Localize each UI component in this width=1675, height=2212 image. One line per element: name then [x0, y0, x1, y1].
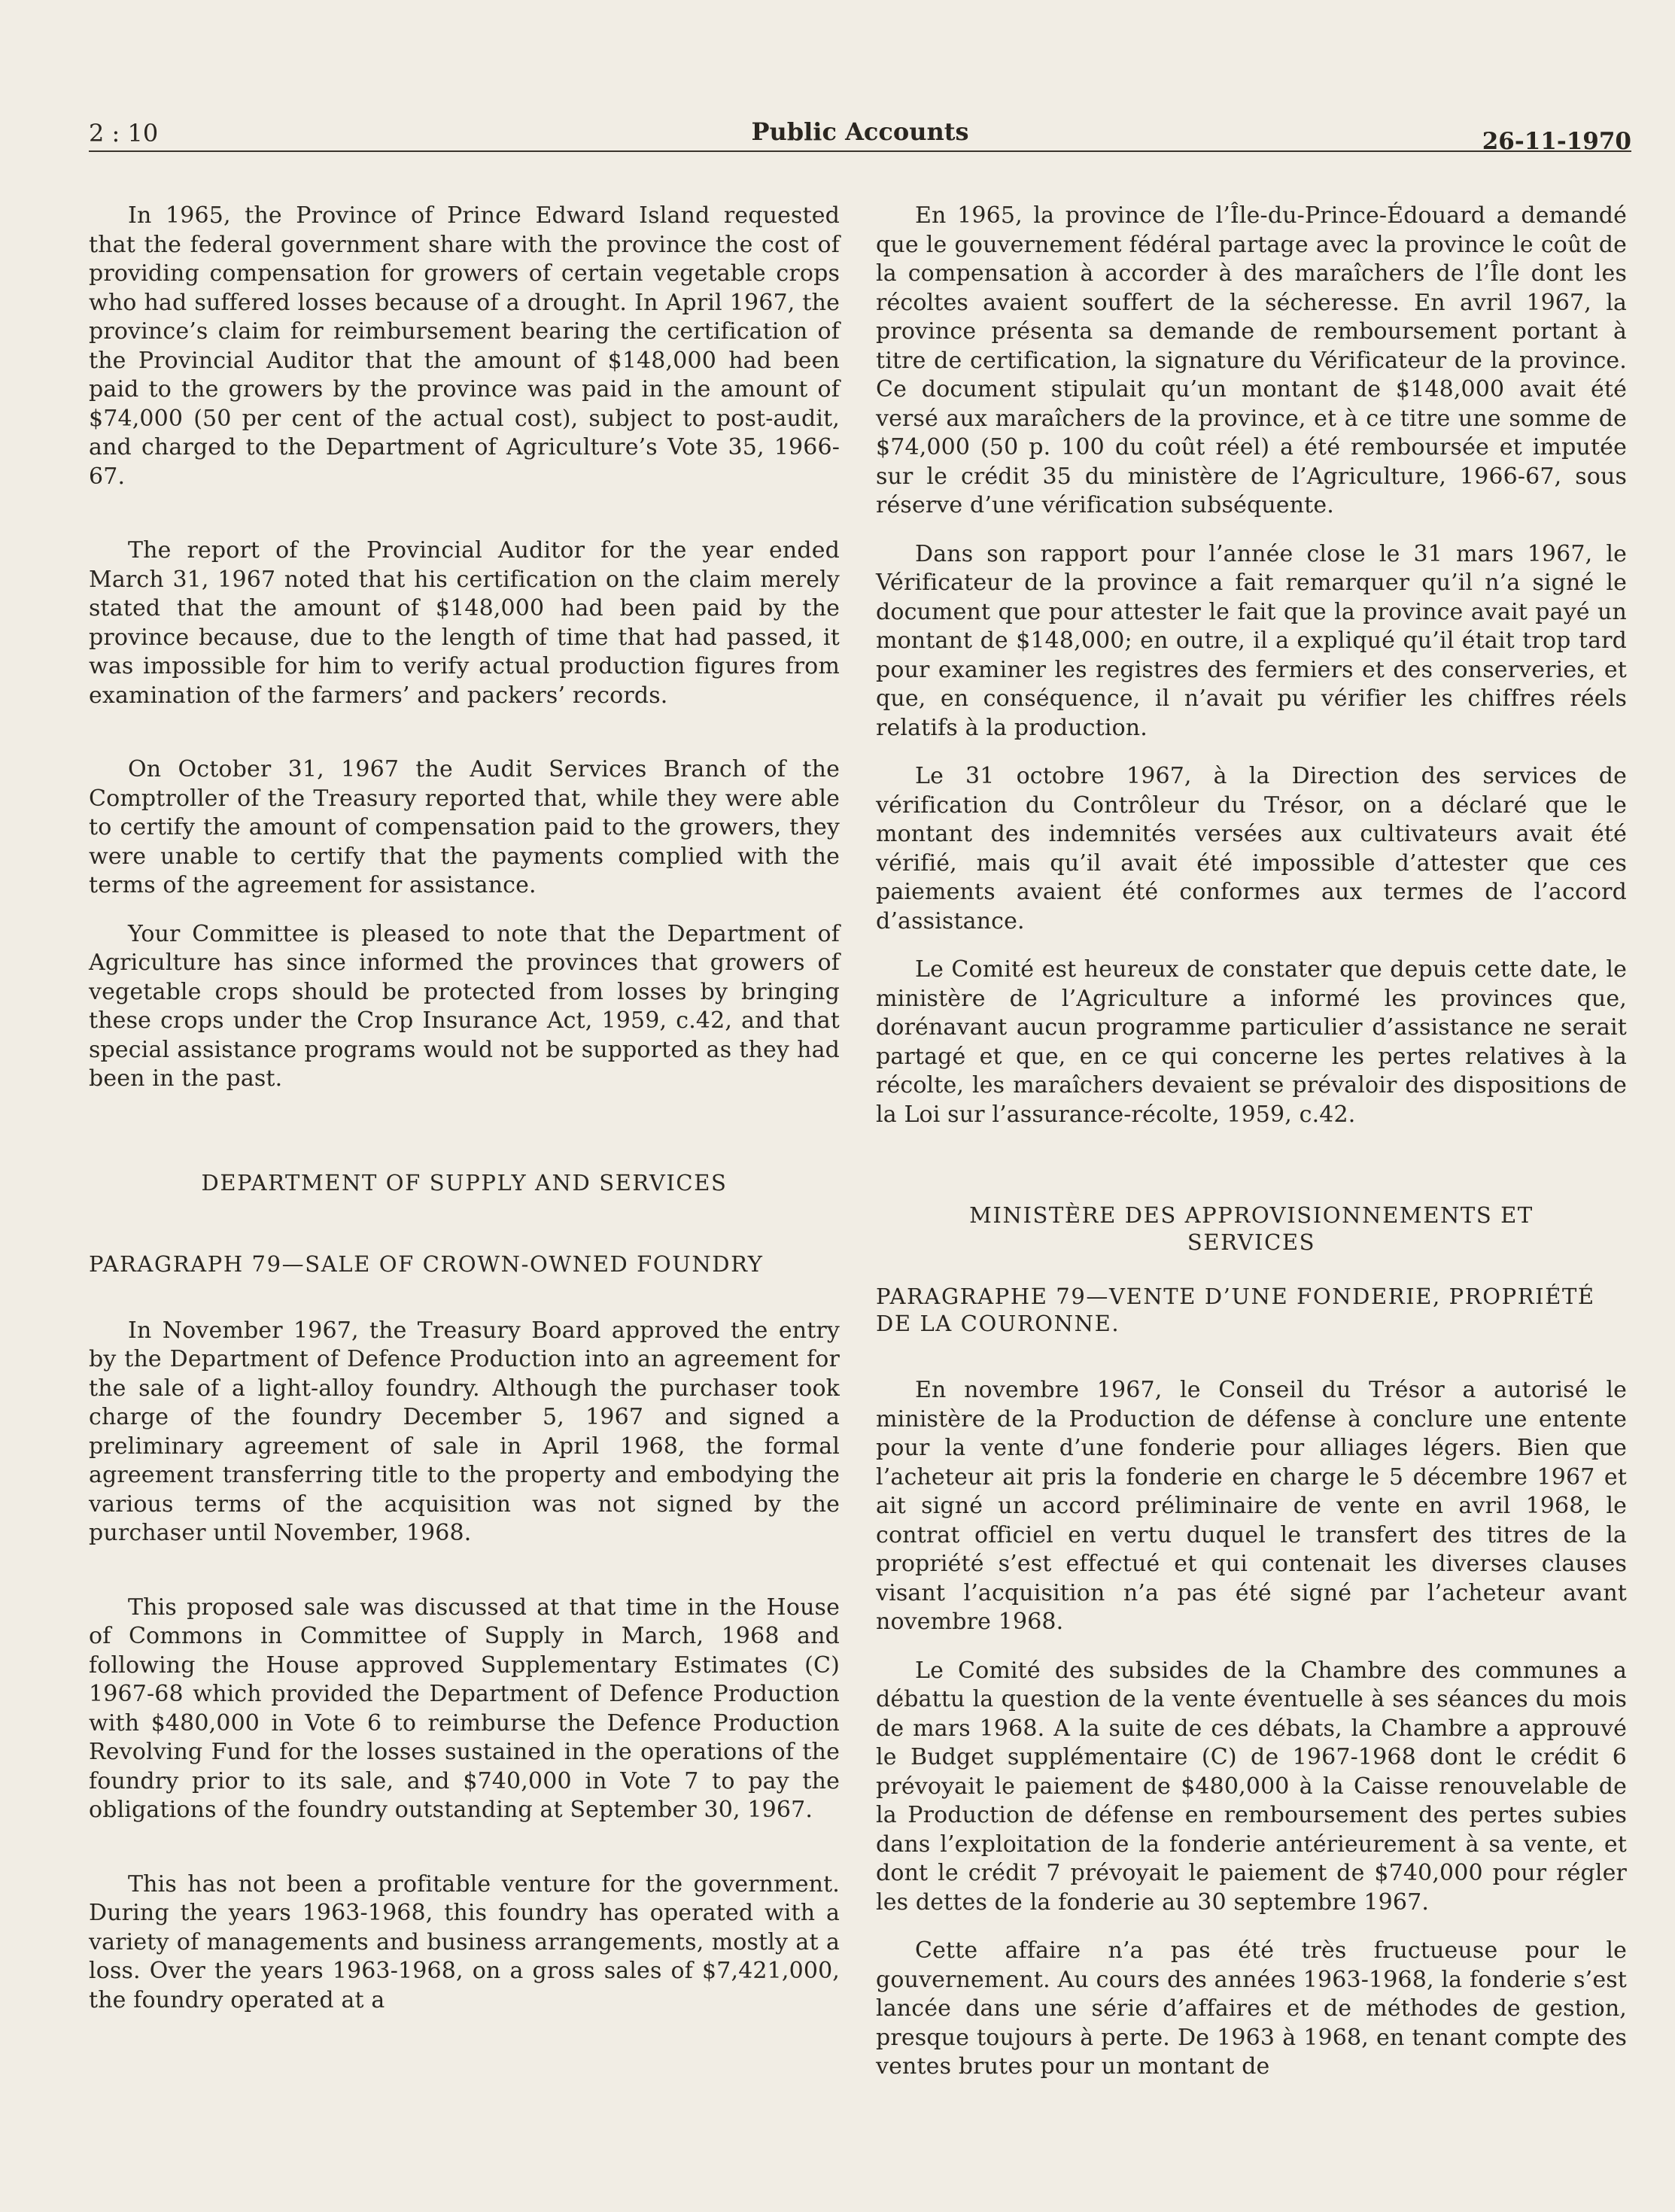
section-heading: MINISTÈRE DES APPROVISIONNEMENTS ET SERVICES	[969, 1202, 1534, 1255]
body-paragraph: In November 1967, the Treasury Board approved the entry by the Department of Defence Production into an agreement for the sale of a light-alloy foundry. Although the purchaser took charge of the foundry December 5, 1967 and signed a preliminary agreement of sale in April 1968, the formal agreement transferring title to the property and embodying the various terms of the acquisition was not signed by the purchaser until November, 1968.	[89, 1317, 840, 1546]
body-paragraph: Le Comité des subsides de la Chambre des communes a débattu la question de la vente éventuelle à ses séances du mois de mars 1968. A la suite de ces débats, la Chambre a approuvé le Budget supplémentaire (C) de 1967-1968 dont le crédit 6 prévoyait le paiement de $480,000 à la Caisse renouvelable de la Production de défense en remboursement des pertes subies dans l’exploitation de la fonderie antérieurement à sa vente, et dont le crédit 7 prévoyait le paiement de $740,000 pour régler les dettes de la fonderie au 30 septembre 1967.	[876, 1657, 1627, 1916]
page-header	[89, 113, 1631, 155]
running-title: Public Accounts	[751, 117, 969, 146]
body-paragraph: En novembre 1967, le Conseil du Trésor a autorisé le ministère de la Production de défense à conclure une entente pour la vente d’une fonderie pour alliages légers. Bien que l’acheteur ait pris la fonderie en charge le 5 décembre 1967 et ait signé un accord préliminaire de vente en avril 1968, le contrat officiel en vertu duquel le transfert des titres de la propriété s’est effectué et qui contenait les diverses clauses visant l’acquisition n’a pas été signé par l’acheteur avant novembre 1968.	[876, 1377, 1627, 1635]
header-date: 26-11-1970	[1482, 128, 1631, 155]
body-paragraph: Le 31 octobre 1967, à la Direction des services de vérification du Contrôleur du Trésor, on a déclaré que le montant des indemnités versées aux cultivateurs avait été vérifié, mais qu’il avait été impossible d’attester que ces paiements avaient été conformes aux termes de l’accord d’assistance.	[876, 763, 1627, 934]
body-paragraph: In 1965, the Province of Prince Edward Island requested that the federal government share with the province the cost of providing compensation for growers of certain vegetable crops who had suffered losses because of a drought. In April 1967, the province’s claim for reimbursement bearing the certification of the Provincial Auditor that the amount of $148,000 had been paid to the growers by the province was paid in the amount of $74,000 (50 per cent of the actual cost), subject to post-audit, and charged to the Department of Agriculture’s Vote 35, 1966-67.	[89, 202, 840, 490]
body-paragraph: This has not been a profitable venture for the government. During the years 1963-1968, this foundry has operated with a variety of managements and business arrangements, mostly at a loss. Over the years 1963-1968, on a gross sales of $7,421,000, the foundry operated at a	[89, 1870, 840, 2013]
body-paragraph: Le Comité est heureux de constater que depuis cette date, le ministère de l’Agriculture a informé les provinces que, dorénavant aucun programme particulier d’assistance ne serait partagé et que, en ce qui concerne les pertes relatives à la récolte, les maraîchers devaient se prévaloir des dispositions de la Loi sur l’assurance-récolte, 1959, c.42.	[876, 956, 1627, 1128]
page-number: 2 : 10	[89, 119, 159, 147]
french-column	[876, 202, 1627, 2101]
body-paragraph: En 1965, la province de l’Île-du-Prince-Édouard a demandé que le gouvernement fédéral partage avec la province le coût de la compensation à accorder à des maraîchers de l’Île dont les récoltes avaient souffert de la sécheresse. En avril 1967, la province présenta sa demande de remboursement portant à titre de certification, la signature du Vérificateur de la province. Ce document stipulait qu’un montant de $148,000 avait été versé aux maraîchers de la province, et à ce titre une somme de $74,000 (50 p. 100 du coût réel) a été remboursée et imputée sur le crédit 35 du ministère de l’Agriculture, 1966-67, sous réserve d’une vérification subséquente.	[876, 202, 1627, 518]
english-column	[89, 202, 840, 2034]
paragraph-heading: PARAGRAPH 79—SALE OF CROWN-OWNED FOUNDRY	[89, 1250, 764, 1277]
body-paragraph: Cette affaire n’a pas été très fructueuse pour le gouvernement. Au cours des années 1963-1968, la fonderie s’est lancée dans une série d’affaires et de méthodes de gestion, presque toujours à perte. De 1963 à 1968, en tenant compte des ventes brutes pour un montant de	[876, 1937, 1627, 2080]
header-rule	[89, 150, 1631, 152]
body-paragraph: Dans son rapport pour l’année close le 31 mars 1967, le Vérificateur de la province a fait remarquer qu’il n’a signé le document que pour attester le fait que la province avait payé un montant de $148,000; en outre, il a expliqué qu’il était trop tard pour examiner les registres des fermiers et des conserveries, et que, en conséquence, il n’avait pu vérifier les chiffres réels relatifs à la production.	[876, 540, 1627, 741]
body-paragraph: The report of the Provincial Auditor for the year ended March 31, 1967 noted that his certification on the claim merely stated that the amount of $148,000 had been paid by the province because, due to the length of time that had passed, it was impossible for him to verify actual production figures from examination of the farmers’ and packers’ records.	[89, 537, 840, 709]
section-heading: DEPARTMENT OF SUPPLY AND SERVICES	[201, 1169, 728, 1196]
body-paragraph: Your Committee is pleased to note that the Department of Agriculture has since informed the provinces that growers of vegetable crops should be protected from losses by bringing these crops under the Crop Insurance Act, 1959, c.42, and that special assistance programs would not be supported as they had been in the past.	[89, 920, 840, 1092]
paragraph-heading: PARAGRAPHE 79—VENTE D’UNE FONDERIE, PROPRIÉTÉ DE LA COURONNE.	[876, 1284, 1595, 1336]
body-paragraph: On October 31, 1967 the Audit Services Branch of the Comptroller of the Treasury reported that, while they were able to certify the amount of compensation paid to the growers, they were unable to certify that the payments complied with the terms of the agreement for assistance.	[89, 756, 840, 898]
body-paragraph: This proposed sale was discussed at that time in the House of Commons in Committee of Supply in March, 1968 and following the House approved Supplementary Estimates (C) 1967-68 which provided the Department of Defence Production with $480,000 in Vote 6 to reimburse the Defence Production Revolving Fund for the losses sustained in the operations of the foundry prior to its sale, and $740,000 in Vote 7 to pay the obligations of the foundry outstanding at September 30, 1967.	[89, 1594, 840, 1823]
